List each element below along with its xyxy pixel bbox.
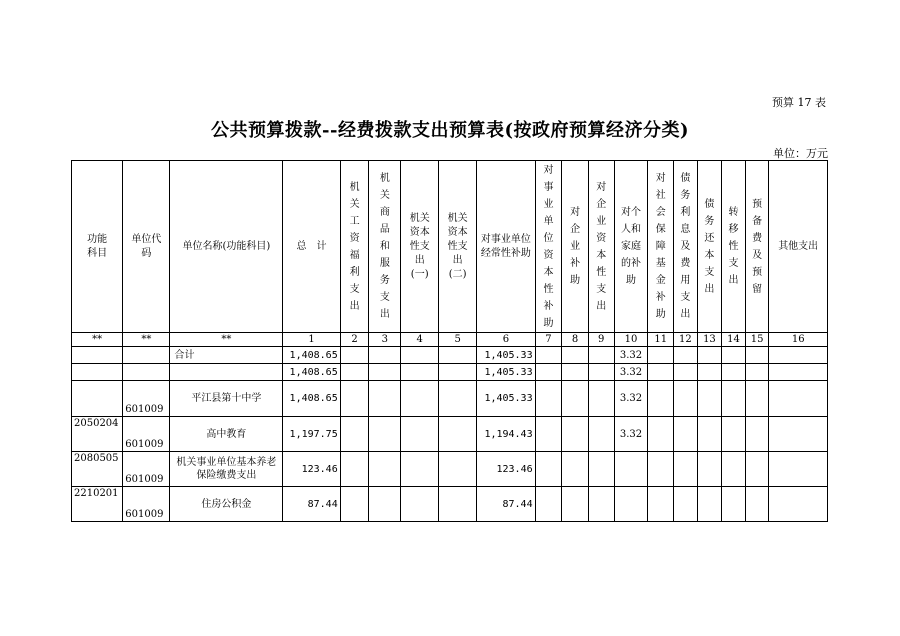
col-6-cell: 87.44 [477, 487, 535, 522]
header-col-15: 预备费及预留 [745, 161, 769, 333]
header-col-8: 对企业补助 [562, 161, 589, 333]
index-cell: 3 [369, 333, 401, 347]
header-col-7: 对事业单位资本性补助 [535, 161, 562, 333]
index-cell: 5 [439, 333, 477, 347]
header-col-16: 其他支出 [769, 161, 828, 333]
col-10-cell: 3.32 [614, 381, 648, 417]
unit-name-cell: 住房公积金 [170, 487, 283, 522]
index-cell: 14 [722, 333, 746, 347]
index-cell: 8 [562, 333, 589, 347]
func-code-cell [72, 347, 123, 364]
header-col-12: 债务利息及费用支出 [674, 161, 698, 333]
unit-code-cell: 601009 [123, 381, 170, 417]
header-col-14: 转移性支出 [722, 161, 746, 333]
col-10-cell: 3.32 [614, 347, 648, 364]
index-cell: 12 [674, 333, 698, 347]
func-code-cell: 2210201 [72, 487, 123, 522]
index-cell: ** [170, 333, 283, 347]
header-col-5: 机关资本性支出(二) [439, 161, 477, 333]
index-cell: 9 [588, 333, 614, 347]
index-cell: 10 [614, 333, 648, 347]
unit-name-cell: 高中教育 [170, 417, 283, 452]
unit-label: 单位：万元 [773, 147, 828, 160]
func-code-cell: 2080505 [72, 452, 123, 487]
budget-table [71, 160, 828, 522]
total-cell: 1,408.65 [283, 381, 340, 417]
header-col-6: 对事业单位经常性补助 [477, 161, 535, 333]
header-col-9: 对企业资本性支出 [588, 161, 614, 333]
col-10-cell: 3.32 [614, 364, 648, 381]
index-cell: ** [72, 333, 123, 347]
table-row [72, 417, 828, 452]
table-row [72, 487, 828, 522]
unit-code-cell [123, 364, 170, 381]
header-col-13: 债务还本支出 [697, 161, 722, 333]
unit-name-cell [170, 364, 283, 381]
unit-code-cell: 601009 [123, 487, 170, 522]
index-cell: 1 [283, 333, 340, 347]
total-cell: 87.44 [283, 487, 340, 522]
index-cell: 13 [697, 333, 722, 347]
col-10-cell [614, 487, 648, 522]
index-cell: 7 [535, 333, 562, 347]
header-func: 功能科目 [72, 161, 123, 333]
total-cell: 123.46 [283, 452, 340, 487]
unit-code-cell: 601009 [123, 452, 170, 487]
func-code-cell [72, 381, 123, 417]
table-row-total [72, 347, 828, 364]
header-col-11: 对社会保障基金补助 [648, 161, 674, 333]
total-cell: 1,408.65 [283, 364, 340, 381]
header-unit-name: 单位名称(功能科目) [170, 161, 283, 333]
header-col-4: 机关资本性支出(一) [401, 161, 439, 333]
table-row [72, 381, 828, 417]
index-cell: 6 [477, 333, 535, 347]
header-col-10: 对个人和家庭的补助 [614, 161, 648, 333]
table-row [72, 364, 828, 381]
col-6-cell: 1,405.33 [477, 347, 535, 364]
func-code-cell: 2050204 [72, 417, 123, 452]
unit-code-cell: 601009 [123, 417, 170, 452]
index-cell: 15 [745, 333, 769, 347]
header-col-2: 机关工资福利支出 [340, 161, 369, 333]
func-code-cell [72, 364, 123, 381]
header-unit-code: 单位代码 [123, 161, 170, 333]
col-6-cell: 123.46 [477, 452, 535, 487]
unit-name-cell: 机关事业单位基本养老保险缴费支出 [170, 452, 283, 487]
total-cell: 1,197.75 [283, 417, 340, 452]
unit-name-cell: 平江县第十中学 [170, 381, 283, 417]
index-cell: 16 [769, 333, 828, 347]
col-6-cell: 1,405.33 [477, 364, 535, 381]
index-row [72, 333, 828, 347]
col-10-cell [614, 452, 648, 487]
header-total: 总 计 [283, 161, 340, 333]
unit-name-cell: 合计 [170, 347, 283, 364]
table-number: 预算 17 表 [772, 96, 826, 109]
index-cell: 11 [648, 333, 674, 347]
index-cell: ** [123, 333, 170, 347]
total-cell: 1,408.65 [283, 347, 340, 364]
col-10-cell: 3.32 [614, 417, 648, 452]
index-cell: 2 [340, 333, 369, 347]
index-cell: 4 [401, 333, 439, 347]
page-title: 公共预算拨款--经费拨款支出预算表(按政府预算经济分类) [211, 120, 689, 141]
header-col-3: 机关商品和服务支出 [369, 161, 401, 333]
col-6-cell: 1,405.33 [477, 381, 535, 417]
table-row [72, 452, 828, 487]
unit-code-cell [123, 347, 170, 364]
col-6-cell: 1,194.43 [477, 417, 535, 452]
